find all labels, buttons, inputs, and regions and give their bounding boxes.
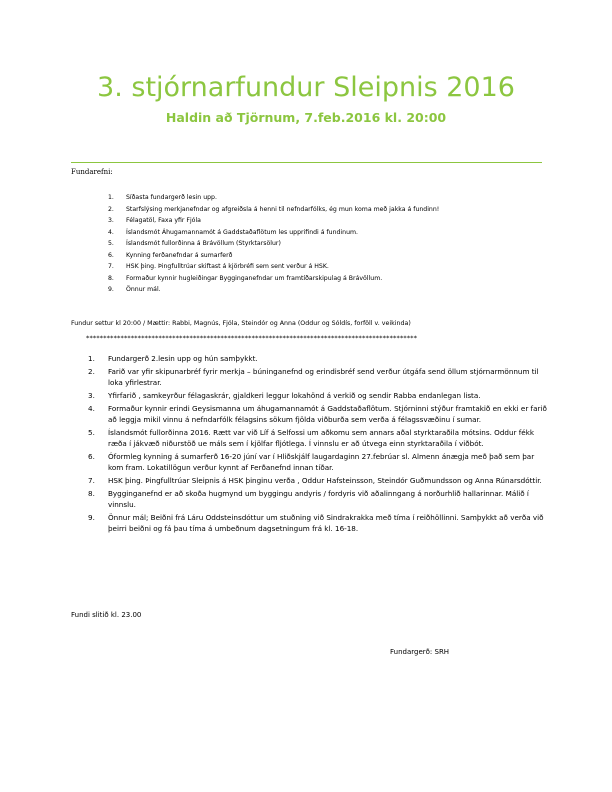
item-text: Formaður kynnir hugleiðingar Bygginganefndar um framtíðarskipulag á Brávöllum. [126, 274, 383, 282]
item-text: Kynning ferðanefndar á sumarferð [126, 251, 233, 259]
item-text: Önnur mál. [126, 286, 161, 293]
minutes-list [88, 353, 548, 536]
item-text: Formaður kynnir erindi Geysismanna um áhugamannamót á Gaddstaðaflötum. Stjórninni stýður framtakið en ekki er farið að leggja mikil vinnu á nefndarfólk félagsins sökum fjölda viðburða sem verða á félagssvæðinu í sumar. [108, 403, 547, 424]
agenda-heading: Fundarefni: [71, 168, 113, 176]
item-text: Fundargerð 2.lesin upp og hún samþykkt. [108, 354, 258, 363]
list-item [88, 488, 548, 511]
item-text: Farið var yfir skipunarbréf fyrir merkja – búninganefnd og erindisbréf send verður útgáfa send öllum stjórnarmönnum til loka yfirlestrar. [108, 366, 539, 388]
item-number: 5. [88, 427, 95, 437]
attendance-line: Fundur settur kl 20:00 / Mættir: Rabbi, Magnús, Fjóla, Steindór og Anna (Oddur og Sóldís, forföll v. veikinda) [71, 320, 411, 327]
item-number: 2. [108, 205, 114, 213]
item-number: 7. [108, 263, 114, 270]
item-number: 9. [88, 512, 95, 522]
item-text: Starfslýsing merkjanefndar og afgreiðsla á henni til nefndarfólks, ég mun koma með jakka á fundinn! [126, 205, 440, 213]
item-number: 8. [88, 488, 95, 498]
list-item [108, 284, 439, 296]
item-text: Félagatöl, Faxa yfir Fjóla [126, 217, 201, 224]
list-item [108, 192, 439, 204]
item-number: 8. [108, 274, 114, 282]
item-number: 2. [88, 366, 95, 376]
item-number: 3. [108, 217, 114, 224]
minutes-signature: Fundargerð: SRH [390, 648, 450, 656]
list-item [108, 215, 439, 227]
list-item [88, 427, 548, 450]
item-number: 6. [88, 451, 95, 461]
document-title: 3. stjórnarfundur Sleipnis 2016 [97, 72, 515, 103]
list-item [108, 204, 439, 216]
list-item [88, 390, 548, 401]
list-item [108, 261, 439, 273]
item-number: 9. [108, 286, 114, 293]
list-item [88, 366, 548, 389]
document-subtitle: Haldin að Tjörnum, 7.feb.2016 kl. 20:00 [165, 110, 447, 125]
list-item [88, 451, 548, 474]
item-number: 7. [88, 475, 95, 485]
item-text: Íslandsmót Áhugamannamót á Gaddstaðaflötum les upprifindi á fundinum. [126, 228, 358, 236]
item-number: 1. [88, 354, 95, 363]
item-text: HSK þing. Þingfulltrúar Sleipnis á HSK þinginu verða , Oddur Hafsteinsson, Steindór Guðmundsson og Anna Rúnarsdóttir. [108, 475, 542, 485]
item-text: Síðasta fundargerð lesin upp. [126, 194, 217, 201]
item-number: 5. [108, 240, 114, 247]
item-text: Óformleg kynning á sumarferð 16-20 júní var í Hliðskjálf laugardaginn 27.febrúar sl. Almenn ánægja með það sem þar kom fram. Lokatillögun verður kynnt af Ferðanefnd innan tíðar. [108, 451, 535, 473]
list-item [88, 512, 548, 535]
list-item [108, 250, 439, 262]
title-divider [71, 162, 542, 163]
item-text: Bygginganefnd er að skoða hugmynd um byggingu andyris / fordyris við aðalinngang á norðurhlið hallarinnar. Málið í vinnslu. [108, 488, 529, 509]
list-item [108, 238, 439, 250]
meeting-closed-line: Fundi slitið kl. 23.00 [71, 611, 142, 619]
agenda-list [108, 192, 439, 296]
item-text: HSK þing. Þingfulltrúar skiftast á kjörbréfi sem sent verður á HSK. [126, 263, 329, 270]
item-text: Íslandsmót fullorðinna á Brávöllum (Styrktarsölur) [126, 240, 281, 247]
list-item [108, 273, 439, 285]
item-text: Íslandsmót fullorðinna 2016. Rætt var við Líf á Selfossi um aðkomu sem annars aðal styrktaraðila mótsins. Oddur fékk ræða í jákvæð niðurstöð ue máls sem í kjölfar fljótlega. Í vinnslu er að útvega einn styrktaraðila í viðbót. [108, 427, 535, 449]
list-item [88, 403, 548, 426]
item-text: Yfirfarið , samkeyrður félagaskrár, gjaldkeri leggur lokahönd á verkið og sendir Rabba endanlegan lista. [108, 390, 481, 400]
item-number: 4. [108, 228, 114, 236]
list-item [108, 227, 439, 239]
list-item [88, 353, 548, 364]
item-number: 4. [88, 403, 95, 413]
list-item [88, 475, 548, 486]
item-text: Önnur mál; Beiðni frá Láru Oddsteinsdóttur um stuðning við Sindrakrakka með tíma í reiðhöllinni. Samþykkt að verða við þeirri beiðni og fá þau tíma á umbeðnum dagsetningum frá kl. 16-18. [108, 512, 544, 534]
item-number: 1. [108, 194, 114, 201]
item-number: 6. [108, 251, 114, 259]
asterisk-separator: ************************************************************************************************ [86, 334, 418, 342]
item-number: 3. [88, 390, 95, 400]
